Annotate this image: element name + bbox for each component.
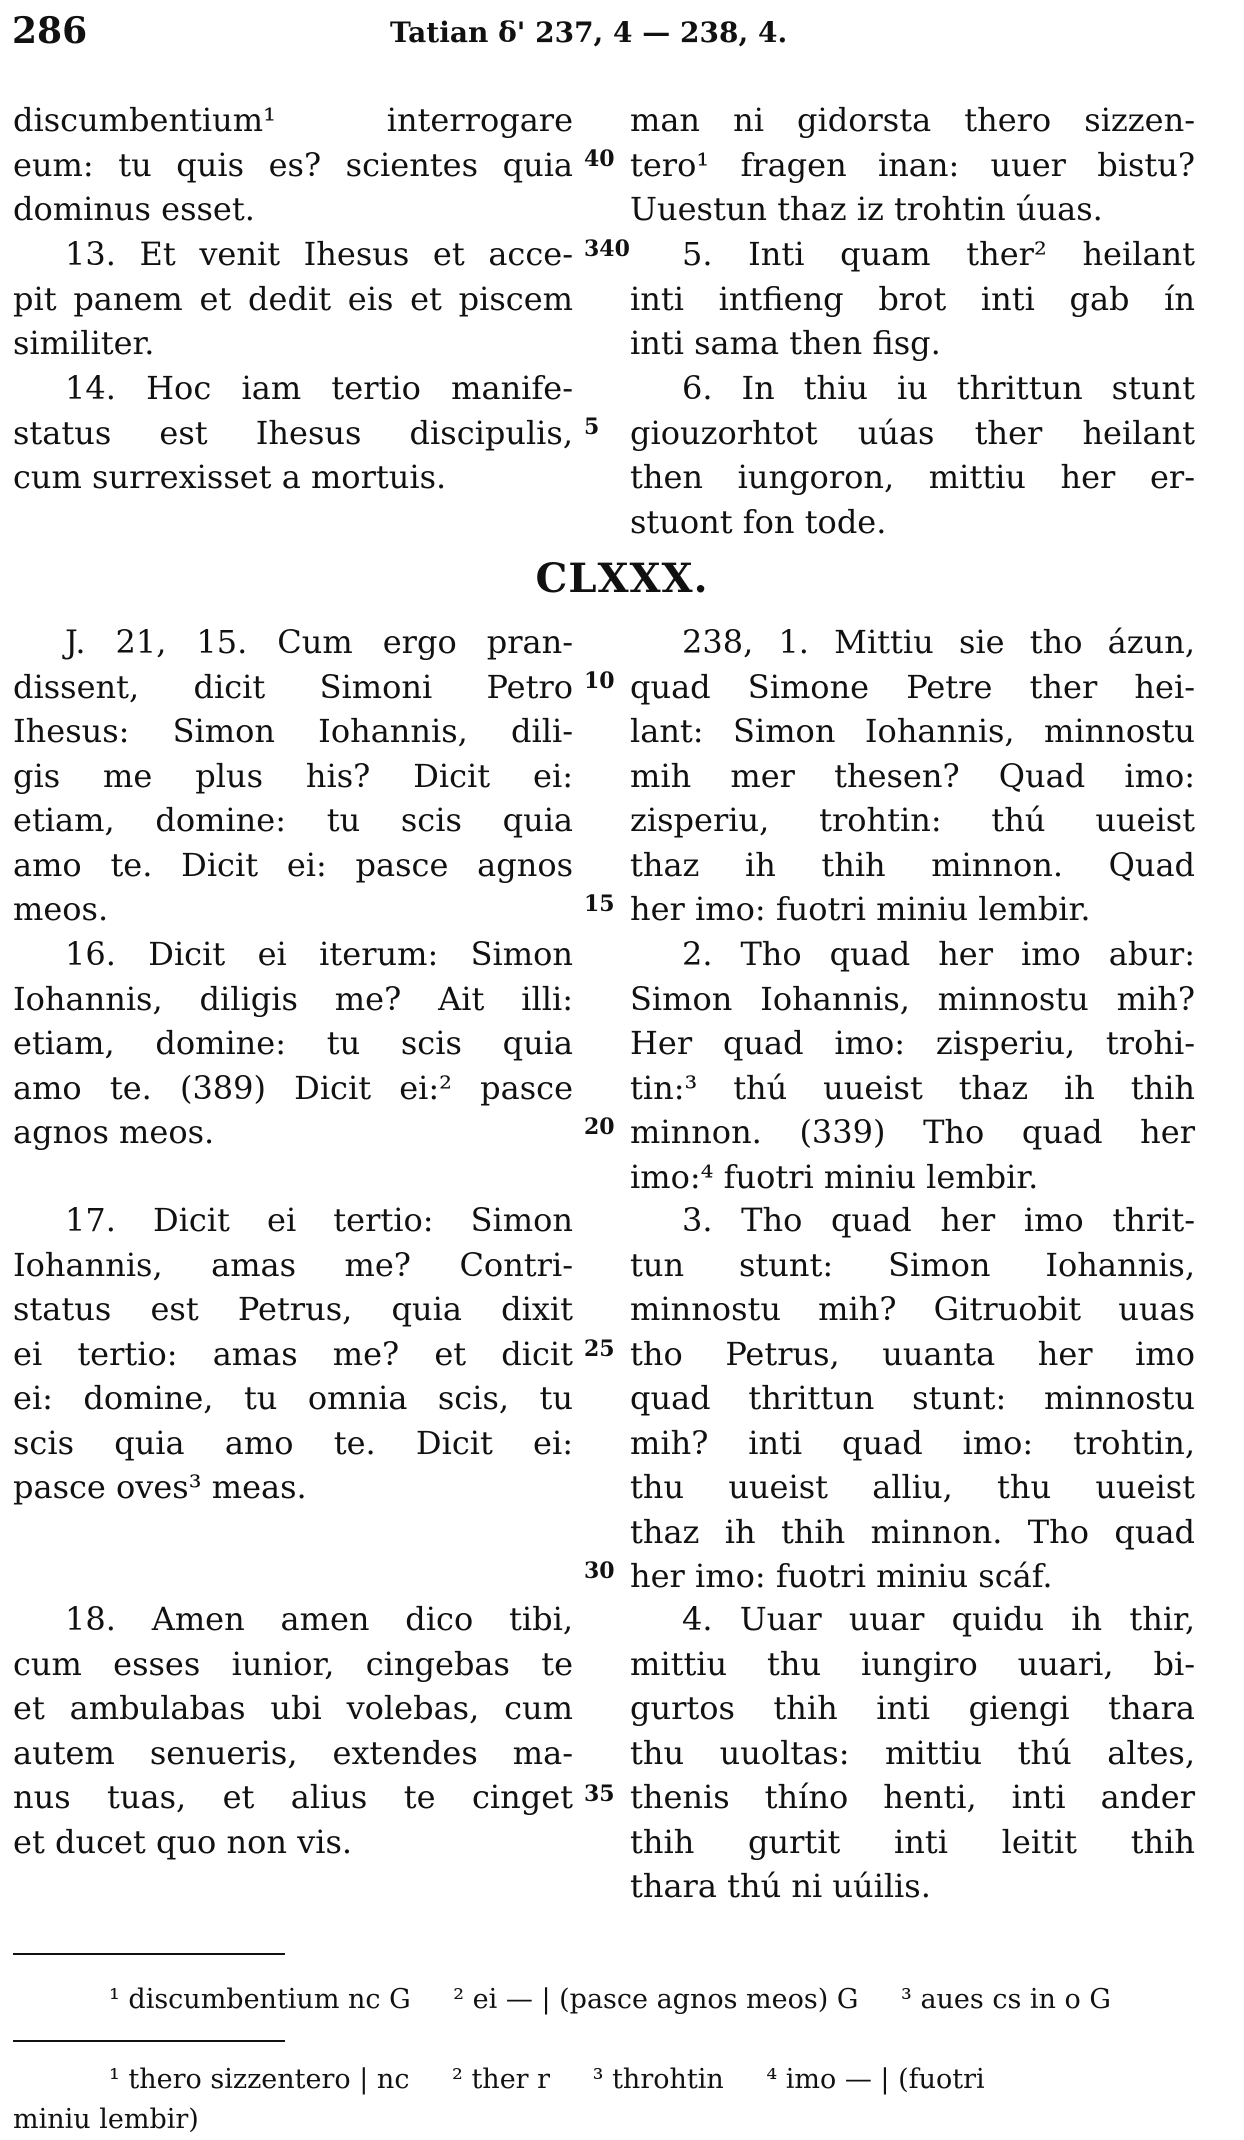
latin-line: dominus esset. — [13, 190, 255, 228]
latin-paragraph — [13, 366, 573, 500]
footnote-rule-latin — [13, 1953, 285, 1955]
line-number: 340 — [584, 236, 630, 262]
latin-line: cum surrexisset a mortuis. — [13, 458, 447, 496]
footnote-ohg-3: ³ throhtin — [592, 2064, 724, 2095]
latin-line: et ambulabas ubi volebas, cum — [13, 1689, 573, 1727]
ohg-line: 4. Uuar uuar quidu ih thir, — [682, 1600, 1195, 1638]
ohg-line: minnostu mih? Gitruobit uuas — [630, 1290, 1195, 1328]
ohg-line: giouzorhtot uúas ther heilant — [630, 413, 1195, 452]
line-number: 20 — [584, 1114, 615, 1140]
ohg-line: inti intfieng brot inti gab ín — [630, 279, 1195, 318]
latin-line: similiter. — [13, 324, 155, 362]
ohg-line: stuont fon tode. — [630, 502, 887, 541]
line-number: 15 — [584, 891, 615, 917]
ohg-line: tero¹ fragen inan: uuer bistu? — [630, 145, 1195, 184]
page-header — [12, 10, 1212, 60]
ohg-line: inti sama then fisg. — [630, 324, 941, 362]
ohg-paragraph — [630, 932, 1195, 1199]
latin-paragraph — [13, 620, 573, 932]
section-heading: CLXXX. — [535, 555, 709, 602]
ohg-line: thu uuoltas: mittiu thú altes, — [630, 1733, 1195, 1772]
latin-line: cum esses iunior, cingebas te — [13, 1644, 573, 1683]
ohg-line: Her quad imo: zisperiu, trohi- — [630, 1024, 1195, 1062]
ohg-line: imo:⁴ fuotri miniu lembir. — [630, 1157, 1039, 1196]
ohg-line: tun stunt: Simon Iohannis, — [630, 1245, 1195, 1284]
ohg-line: thih gurtit inti leitit thih — [630, 1822, 1195, 1861]
latin-line: 14. Hoc iam tertio manife- — [65, 369, 573, 407]
latin-line: etiam, domine: tu scis quia — [13, 1024, 573, 1062]
latin-line: pit panem et dedit eis et piscem — [13, 279, 573, 318]
ohg-line: quad Simone Petre ther hei- — [630, 667, 1195, 706]
ohg-line: Uuestun thaz iz trohtin úuas. — [630, 190, 1103, 228]
ohg-line: thara thú ni uúilis. — [630, 1867, 931, 1905]
ohg-line: then iungoron, mittiu her er- — [630, 458, 1195, 496]
latin-line: 16. Dicit ei iterum: Simon — [65, 935, 573, 973]
ohg-line: Simon Iohannis, minnostu mih? — [630, 979, 1195, 1018]
ohg-paragraph — [630, 232, 1195, 366]
latin-line: 18. Amen amen dico tibi, — [65, 1600, 573, 1638]
footnote-ohg-4: ⁴ imo — | (fuotri — [766, 2064, 985, 2095]
footnote-rule-ohg — [13, 2040, 285, 2042]
ohg-line: lant: Simon Iohannis, minnostu — [630, 712, 1195, 750]
footnote-latin-2: ² ei — | (pasce agnos meos) G — [453, 1984, 859, 2015]
latin-line: eum: tu quis es? scientes quia — [13, 145, 573, 184]
ohg-line: 5. Inti quam ther² heilant — [682, 235, 1195, 273]
ohg-line: tin:³ thú uueist thaz ih thih — [630, 1068, 1195, 1107]
ohg-line: 6. In thiu iu thrittun stunt — [682, 369, 1195, 407]
latin-line: Iohannis, diligis me? Ait illi: — [13, 979, 573, 1018]
latin-paragraph — [13, 932, 573, 1155]
latin-line: status est Ihesus discipulis, — [13, 413, 573, 452]
ohg-line: gurtos thih inti giengi thara — [630, 1689, 1195, 1727]
ohg-line: her imo: fuotri miniu scáf. — [630, 1557, 1053, 1595]
ohg-line: 238, 1. Mittiu sie tho ázun, — [682, 623, 1195, 661]
latin-line: gis me plus his? Dicit ei: — [13, 756, 573, 795]
ohg-line: quad thrittun stunt: minnostu — [630, 1379, 1195, 1417]
latin-paragraph — [13, 1597, 573, 1864]
footnote-ohg-1: ¹ thero sizzentero | nc — [109, 2064, 410, 2095]
latin-paragraph — [13, 1198, 573, 1510]
ohg-line: zisperiu, trohtin: thú uueist — [630, 801, 1195, 839]
footnote-ohg-4-cont: miniu lembir) — [13, 2104, 199, 2135]
latin-line: nus tuas, et alius te cinget — [13, 1778, 573, 1816]
ohg-line: thenis thíno henti, inti ander — [630, 1778, 1195, 1816]
ohg-paragraph — [630, 1198, 1195, 1599]
latin-line: 13. Et venit Ihesus et acce- — [65, 235, 573, 273]
latin-line: pasce oves³ meas. — [13, 1468, 307, 1506]
ohg-line: man ni gidorsta thero sizzen- — [630, 101, 1195, 139]
footnotes-latin — [13, 1980, 1203, 2020]
latin-line: et ducet quo non vis. — [13, 1822, 353, 1861]
ohg-line: thaz ih thih minnon. Quad — [630, 845, 1195, 884]
line-number: 35 — [584, 1781, 615, 1807]
footnote-latin-1: ¹ discumbentium nc G — [109, 1984, 411, 2015]
latin-line: ei: domine, tu omnia scis, tu — [13, 1379, 573, 1417]
latin-line: 17. Dicit ei tertio: Simon — [65, 1201, 573, 1239]
latin-line: dissent, dicit Simoni Petro — [13, 667, 573, 706]
ohg-paragraph — [630, 366, 1195, 544]
latin-line: Ihesus: Simon Iohannis, dili- — [13, 712, 573, 750]
latin-paragraph — [13, 232, 573, 366]
latin-line: scis quia amo te. Dicit ei: — [13, 1423, 573, 1462]
running-title: Tatian δ' 237, 4 — 238, 4. — [390, 16, 788, 49]
footnote-latin-3: ³ aues cs in o G — [901, 1984, 1111, 2015]
line-number: 10 — [584, 668, 615, 694]
ohg-line: her imo: fuotri miniu lembir. — [630, 890, 1091, 928]
latin-line: discumbentium¹ interrogare — [13, 101, 573, 139]
ohg-line: 2. Tho quad her imo abur: — [682, 935, 1195, 973]
ohg-paragraph — [630, 1597, 1195, 1909]
latin-line: agnos meos. — [13, 1113, 215, 1151]
line-number: 25 — [584, 1336, 615, 1362]
ohg-line: mih? inti quad imo: trohtin, — [630, 1423, 1195, 1462]
latin-line: amo te. (389) Dicit ei:² pasce — [13, 1068, 573, 1107]
latin-line: ei tertio: amas me? et dicit — [13, 1334, 573, 1373]
line-number: 40 — [584, 146, 615, 172]
ohg-line: tho Petrus, uuanta her imo — [630, 1334, 1195, 1373]
ohg-line: thaz ih thih minnon. Tho quad — [630, 1512, 1195, 1551]
ohg-line: thu uueist alliu, thu uueist — [630, 1468, 1195, 1506]
ohg-line: mittiu thu iungiro uuari, bi- — [630, 1644, 1195, 1683]
page-number: 286 — [12, 10, 88, 52]
latin-line: status est Petrus, quia dixit — [13, 1290, 573, 1328]
latin-line: etiam, domine: tu scis quia — [13, 801, 573, 839]
latin-paragraph — [13, 98, 573, 232]
ohg-line: mih mer thesen? Quad imo: — [630, 756, 1195, 795]
latin-line: autem senueris, extendes ma- — [13, 1733, 573, 1772]
ohg-line: 3. Tho quad her imo thrit- — [682, 1201, 1195, 1239]
footnotes-ohg — [13, 2060, 1203, 2140]
line-number: 5 — [584, 414, 600, 440]
latin-line: Iohannis, amas me? Contri- — [13, 1245, 573, 1284]
latin-line: J. 21, 15. Cum ergo pran- — [65, 623, 573, 661]
line-number: 30 — [584, 1558, 615, 1584]
ohg-line: minnon. (339) Tho quad her — [630, 1113, 1195, 1151]
footnote-ohg-2: ² ther r — [452, 2064, 551, 2095]
latin-line: meos. — [13, 890, 109, 928]
ohg-paragraph — [630, 620, 1195, 932]
latin-line: amo te. Dicit ei: pasce agnos — [13, 845, 573, 884]
ohg-paragraph — [630, 98, 1195, 232]
